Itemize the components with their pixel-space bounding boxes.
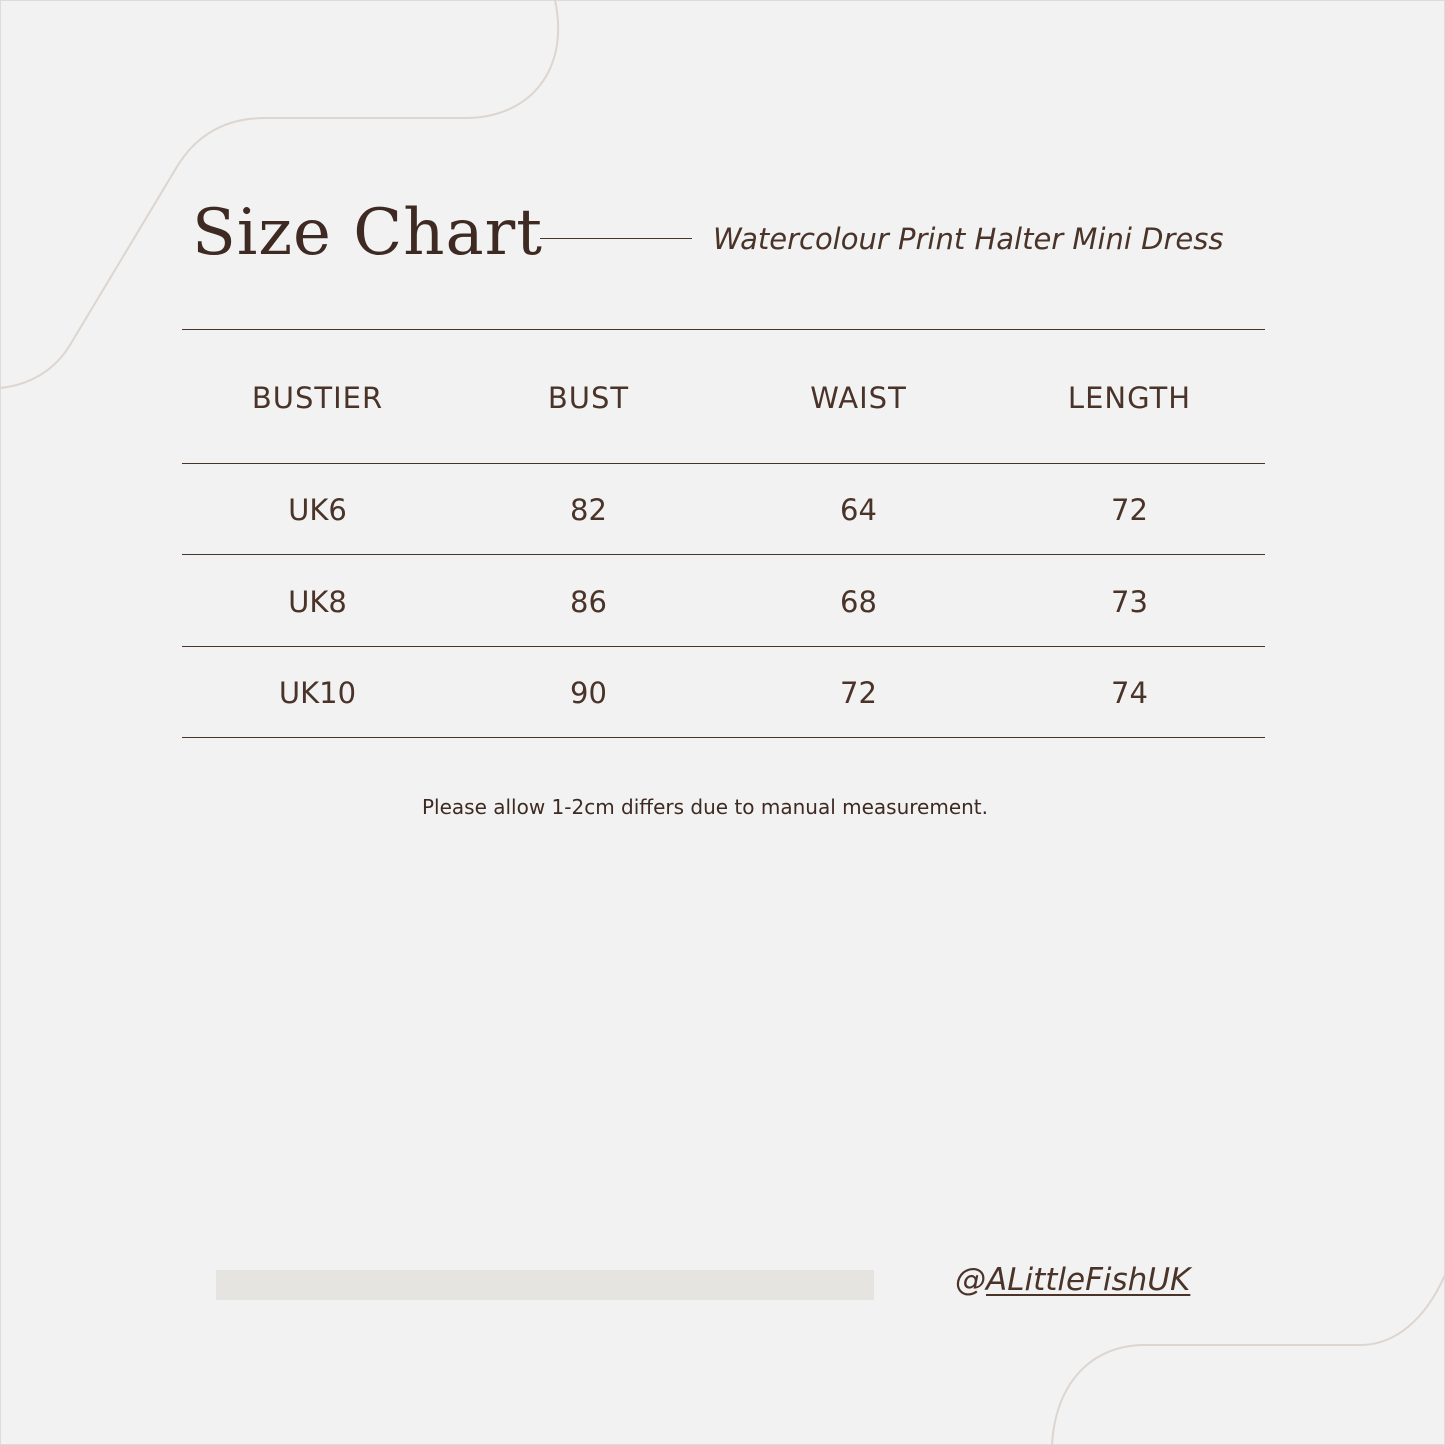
title-divider	[540, 238, 692, 239]
handle-at-symbol: @	[955, 1262, 986, 1298]
product-name: Watercolour Print Halter Mini Dress	[713, 222, 1224, 256]
column-header-bust: BUST	[547, 381, 630, 415]
cell-size: UK10	[278, 676, 357, 710]
row-divider	[182, 554, 1265, 555]
cell-bust: 90	[570, 676, 607, 710]
cell-bust: 86	[570, 585, 607, 619]
cell-size: UK6	[288, 493, 347, 527]
table-top-rule	[182, 329, 1265, 330]
column-header-waist: WAIST	[810, 381, 907, 415]
page-title: Size Chart	[192, 196, 543, 270]
cell-length: 74	[1111, 676, 1148, 710]
cell-bust: 82	[570, 493, 607, 527]
cell-length: 72	[1111, 493, 1148, 527]
footer-bar	[216, 1270, 874, 1300]
cell-waist: 64	[840, 493, 877, 527]
cell-size: UK8	[288, 585, 347, 619]
table-header-rule	[182, 463, 1265, 464]
measurement-note: Please allow 1-2cm differs due to manual measurement.	[421, 795, 989, 819]
row-divider	[182, 646, 1265, 647]
cell-waist: 72	[840, 676, 877, 710]
table-bottom-rule	[182, 737, 1265, 738]
cell-length: 73	[1111, 585, 1148, 619]
column-header-bustier: BUSTIER	[251, 381, 384, 415]
column-header-length: LENGTH	[1067, 381, 1192, 415]
cell-waist: 68	[840, 585, 877, 619]
social-handle[interactable]	[955, 1258, 1190, 1302]
handle-link[interactable]: ALittleFishUK	[986, 1262, 1191, 1298]
